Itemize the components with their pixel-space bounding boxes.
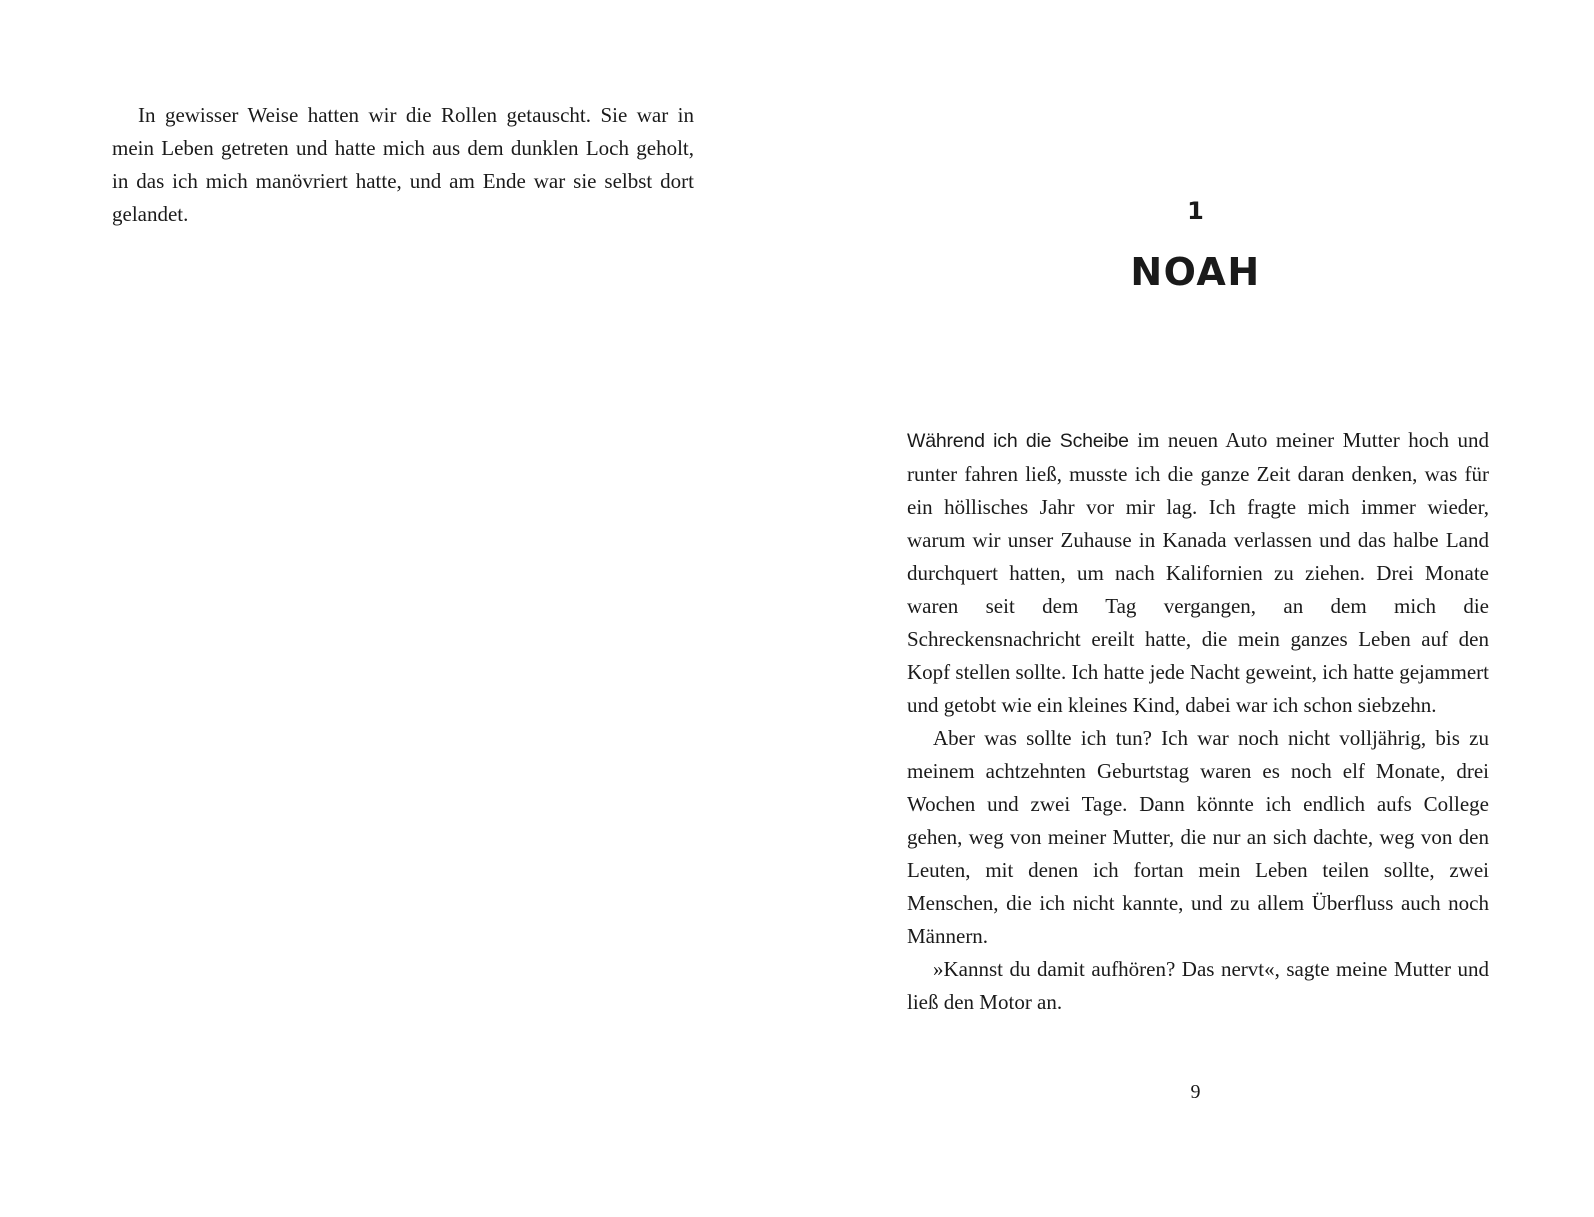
chapter-number: 1 [1187,197,1204,225]
left-page-text [112,99,694,231]
right-paragraph-3: »Kannst du damit aufhören? Das nervt«, sagte meine Mutter und ließ den Motor an. [907,957,1489,1014]
right-page-text [907,424,1489,1019]
right-paragraph-1-body: im neuen Auto meiner Mutter hoch und runter fahren ließ, musste ich die ganze Zeit daran denken, was für ein höllisches Jahr vor mir lag. Ich fragte mich immer wieder, warum wir unser Zuhause in Kanada verlassen und das halbe Land durchquert hatten, um nach Kalifornien zu ziehen. Drei Monate waren seit dem Tag vergangen, an dem mich die Schreckensnachricht ereilt hatte, die mein ganzes Leben auf den Kopf stellen sollte. Ich hatte jede Nacht geweint, ich hatte gejammert und getobt wie ein kleines Kind, dabei war ich schon siebzehn. [907,428,1489,717]
chapter-title: NOAH [1130,250,1261,294]
chapter-lead-in: Während ich die Scheibe [907,430,1129,452]
left-paragraph-1: In gewisser Weise hatten wir die Rollen getauscht. Sie war in mein Leben getreten und hatte mich aus dem dunklen Loch geholt, in das ich mich manövriert hatte, und am Ende war sie selbst dort gelandet. [112,103,694,226]
right-paragraph-2: Aber was sollte ich tun? Ich war noch nicht volljährig, bis zu meinem achtzehnten Geburtstag waren es noch elf Monate, drei Wochen und zwei Tage. Dann könnte ich endlich aufs College gehen, weg von meiner Mutter, die nur an sich dachte, weg von den Leuten, mit denen ich fortan mein Leben teilen sollte, zwei Menschen, die ich nicht kannte, und zu allem Überfluss auch noch Männern. [907,726,1489,948]
right-paragraph-1 [907,424,1489,722]
page-number: 9 [1190,1081,1201,1103]
right-page [797,0,1594,1217]
